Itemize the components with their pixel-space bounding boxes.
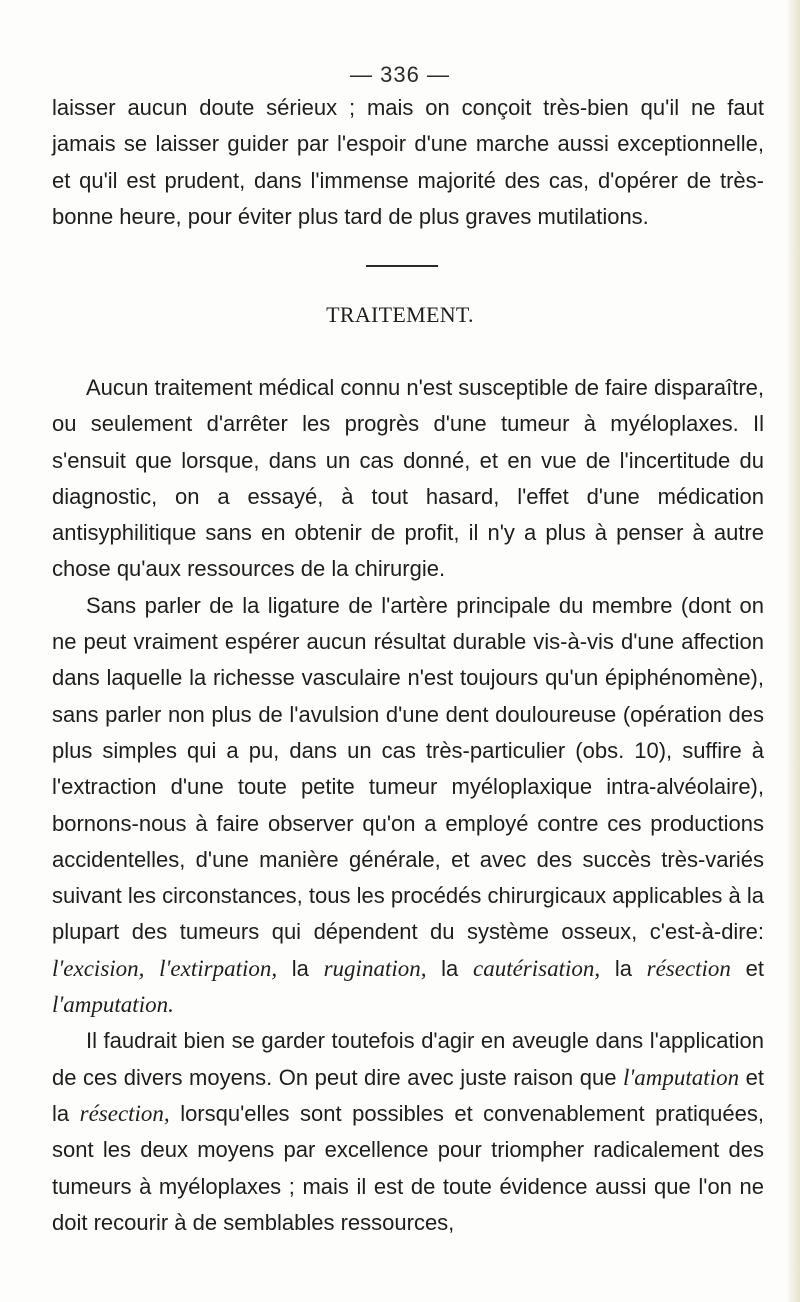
term-4-prefix: la <box>441 955 459 981</box>
term-3-prefix: la <box>291 955 309 981</box>
page-number: — 336 — <box>350 62 450 87</box>
term-resection-2: résection, <box>79 1100 170 1126</box>
paragraph-3-start: Il faudrait bien se garder toutefois d'agir en aveugle dans l'application de ces divers moyens. On peut dire avec juste raison que <box>52 1028 764 1090</box>
paragraph-1: Aucun traitement médical connu n'est susceptible de faire disparaître, ou seulement d'arrêter les progrès d'une tumeur à myéloplaxes. Il s'ensuit que lorsque, dans un cas donné, et en vue de l'incertitude du diagnostic, on a essayé, à tout hasard, l'effet d'une médication antisyphilitique sans en obtenir de profit, il n'y a plus à penser à autre chose qu'aux ressources de la chirurgie. <box>52 375 765 582</box>
term-extirpation: l'extirpation, <box>159 955 278 981</box>
term-excision: l'excision, <box>52 955 145 981</box>
paragraph-2 <box>52 588 764 1024</box>
page-edge <box>786 0 800 1302</box>
paragraph-2-text: Sans parler de la ligature de l'artère principale du membre (dont on ne peut vraiment espérer aucun résultat durable vis-à-vis d'une affection dans laquelle la richesse vasculaire n'est toujours qu'un épiphénomène), sans parler non plus de l'avulsion d'une dent douloureuse (opération des plus simples qui a pu, dans un cas très-particulier (obs. 10), suffire à l'extraction d'une toute petite tumeur myéloplaxique intra-alvéolaire), bornons-nous à faire observer qu'on a employé contre ces productions accidentelles, d'une manière générale, et avec des succès très-variés suivant les circonstances, tous les procédés chirurgicaux applicables à la plupart des tumeurs qui dépendent du système osseux, c'est-à-dire: <box>52 592 764 945</box>
intro-paragraph-block <box>52 90 764 235</box>
term-amputation: l'amputation. <box>52 992 174 1018</box>
section-divider <box>366 265 438 267</box>
paragraph-3-mid: et la <box>52 1064 765 1126</box>
term-amputation-2: l'amputation <box>623 1064 740 1090</box>
term-6-prefix: et <box>745 955 764 981</box>
intro-paragraph: laisser aucun doute sérieux ; mais on conçoit très-bien qu'il ne faut jamais se laisser guider par l'espoir d'une marche aussi exceptionnelle, et qu'il est prudent, dans l'immense majorité des cas, d'opérer de très-bonne heure, pour éviter plus tard de plus graves mutilations. <box>52 95 764 229</box>
treatment-section-body <box>52 370 764 1241</box>
paragraph-3 <box>52 1023 764 1241</box>
term-rugination: rugination, <box>323 955 427 981</box>
term-5-prefix: la <box>614 955 632 981</box>
term-cauterisation: cautérisation, <box>472 955 601 981</box>
section-heading: TRAITEMENT. <box>326 302 474 327</box>
paragraph-3-end: lorsqu'elles sont possibles et convenablement pratiquées, sont les deux moyens par excellence pour triompher radicalement des tumeurs à myéloplaxes ; mais il est de toute évidence aussi que l'on ne doit recourir à de semblables ressources, <box>52 1100 764 1235</box>
term-resection: résection <box>646 955 731 981</box>
